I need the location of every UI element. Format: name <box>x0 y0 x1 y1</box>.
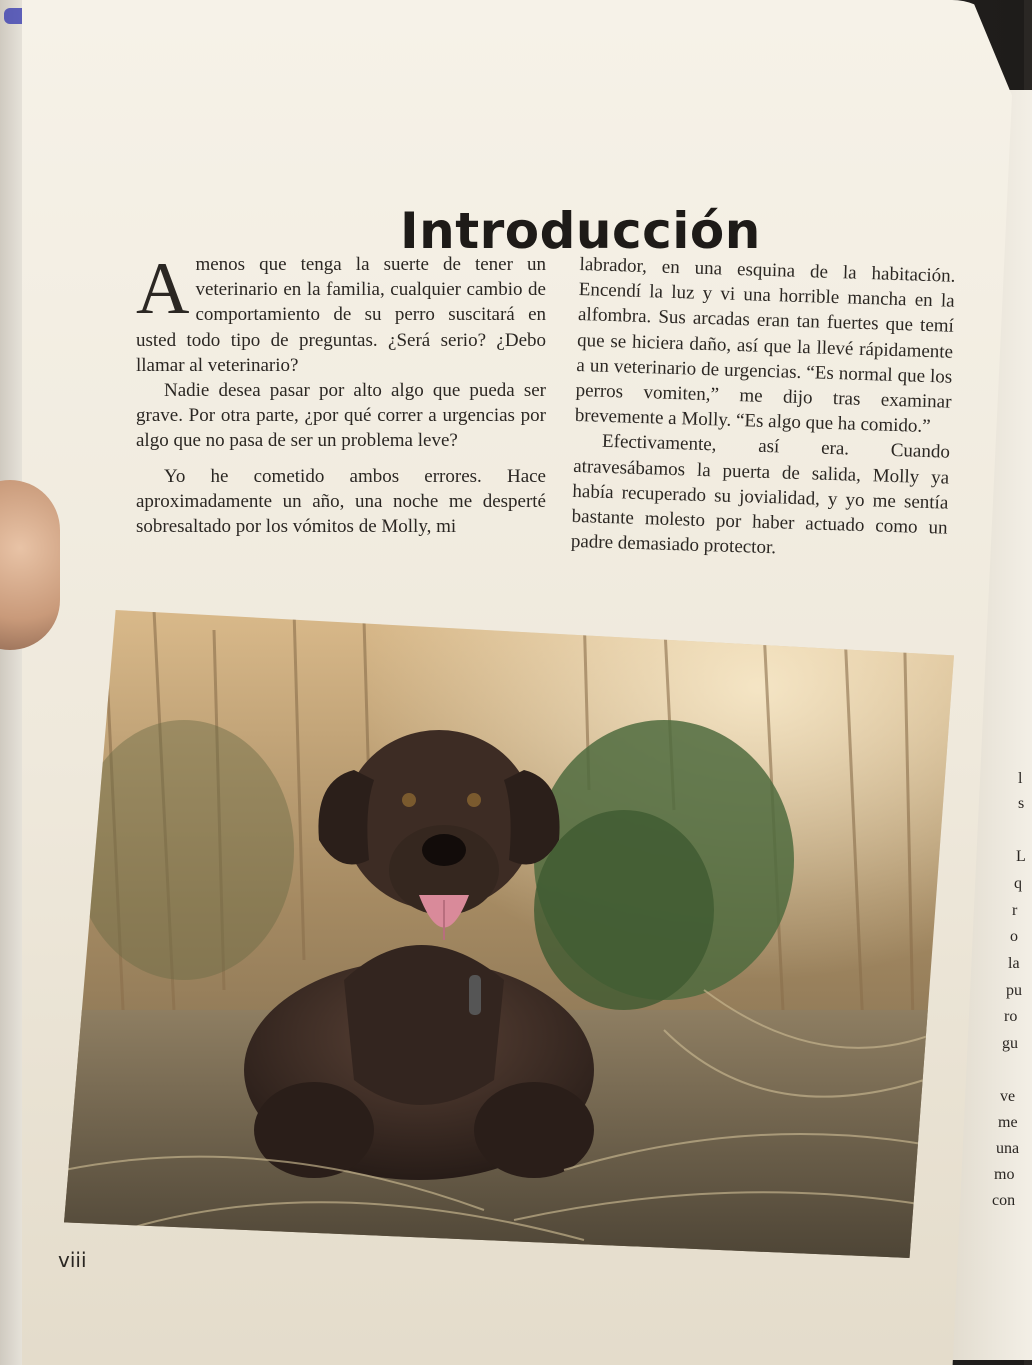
next-page-fragment: gu <box>1002 1035 1018 1052</box>
next-page-fragment: q <box>1014 875 1022 892</box>
next-page-fragment: l <box>1018 770 1023 787</box>
thumb <box>0 480 60 650</box>
next-page-fragment: s <box>1018 795 1025 812</box>
next-page-fragment: ro <box>1004 1008 1018 1025</box>
page-title: Introducción <box>400 201 761 260</box>
dog-photo <box>64 610 954 1258</box>
text-column-left <box>136 248 546 539</box>
paragraph: labrador, en una esquina de la habitación. Encendí la luz y vi una horrible mancha en la alfombra. Sus arcadas eran tan fuertes que temí que se hiciera daño, así que la llevé rápidamente a un veterinario de urgencias. “Es normal que los perros vomiten,” me dijo tras examinar brevemente a Molly. “Es algo que ha comido.” <box>574 253 956 438</box>
page-number: viii <box>58 1248 87 1272</box>
next-page-fragment: la <box>1008 955 1020 972</box>
next-page-fragment: r <box>1012 902 1018 919</box>
next-page-fragment: me <box>998 1114 1018 1131</box>
paragraph <box>136 248 546 378</box>
labrador-illustration <box>64 610 954 1258</box>
next-page-fragment: con <box>992 1192 1016 1209</box>
next-page-fragment: L <box>1016 848 1026 865</box>
next-page-fragment: mo <box>994 1166 1015 1183</box>
paragraph: Yo he cometido ambos errores. Hace aproximadamente un año, una noche me desperté sobresaltado por los vómitos de Molly, mi <box>136 465 546 538</box>
next-page-fragment: o <box>1010 928 1018 945</box>
next-page-fragment: una <box>996 1140 1020 1157</box>
paragraph: Efectivamente, así era. Cuando atravesábamos la puerta de salida, Molly ya había recuperado su jovialidad, y yo me sentía bastante molesto por haber actuado como un padre demasiado protector. <box>570 431 951 559</box>
text-column-right <box>571 252 956 566</box>
drop-cap: A <box>136 248 190 330</box>
next-page-fragment: ve <box>1000 1088 1016 1105</box>
paragraph-text: menos que tenga la suerte de tener un veterinario en la familia, cualquier cambio de comportamiento de su perro suscitará en usted todo tipo de preguntas. ¿Será serio? ¿Debo llamar al veterinario? <box>136 254 546 376</box>
paragraph: Nadie desea pasar por alto algo que pueda ser grave. Por otra parte, ¿por qué correr a urgencias por algo que no pasa de ser un problema leve? <box>136 380 546 452</box>
next-page-fragment: pu <box>1006 982 1022 999</box>
